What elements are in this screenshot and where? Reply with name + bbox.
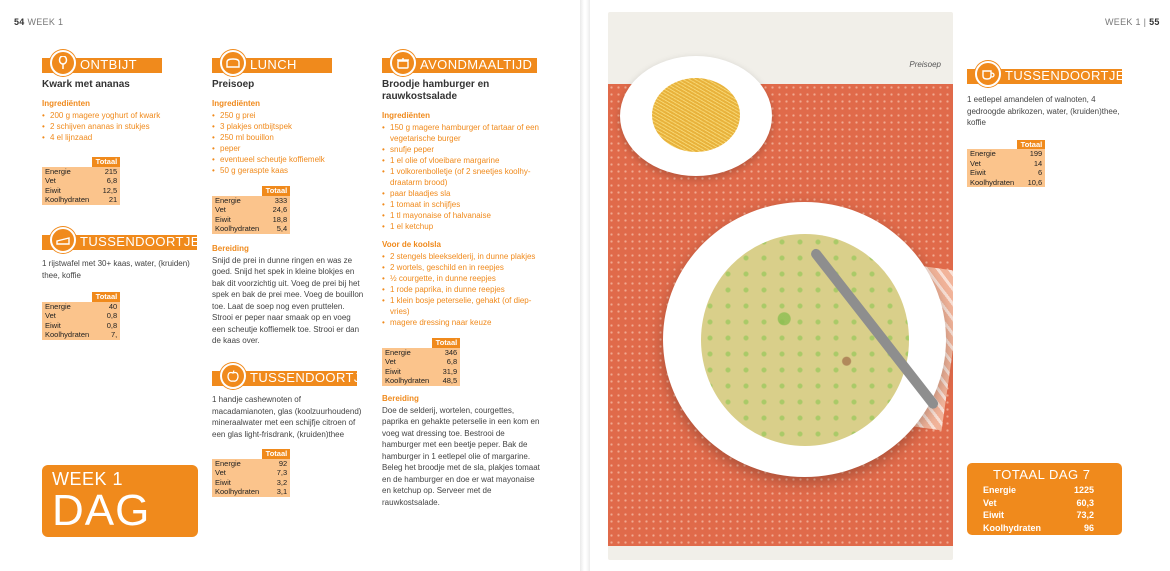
- nutrition-row: Koolhydraten 7,: [45, 330, 118, 340]
- day-block-dag: DAG: [52, 486, 151, 535]
- ingredients-label: Ingrediënten: [382, 111, 431, 120]
- dinner-dish: Broodje hamburger en rauwkostsalade: [382, 79, 490, 102]
- nutrition-row: Eiwit 6: [970, 168, 1043, 178]
- nutrition-row: Vet 24,6: [215, 205, 288, 215]
- ingredient-item: • 2 stengels bleekselderij, in dunne plakjes: [382, 251, 540, 262]
- day-total-row: Energie 1225: [983, 485, 1094, 495]
- page-number: 55: [1149, 17, 1160, 27]
- nutrition-header: Totaal: [262, 186, 290, 196]
- cheese-icon: [50, 227, 76, 253]
- nutrition-header: Totaal: [92, 292, 120, 302]
- running-head: WEEK 1: [27, 17, 64, 27]
- pot-icon: [390, 50, 416, 76]
- page-number: 54: [14, 17, 25, 27]
- nutrition-header: Totaal: [432, 338, 460, 348]
- ingredient-item: • 150 g magere hamburger of tartaar of een vegetarische burger: [382, 122, 540, 144]
- nutrition-row: Koolhydraten 21: [45, 195, 118, 205]
- snack1-nutrition-table: [42, 292, 120, 340]
- day-block: [42, 465, 198, 571]
- lunch-preparation: Snijd de prei in dunne ringen en was ze goed. Snijd het spek in kleine blokjes en bak dit voorzichtig uit. Voeg de prei bij het spek en bak de prei mee. Voeg de bouillon toe. Laat de soep nog even pruttelen. Strooi er peper naar smaak op en voeg een scheutje koffiemelk toe. Strooi er dan de kaas over.: [212, 255, 364, 346]
- nutrition-row: Eiwit 0,8: [45, 320, 118, 330]
- snack1-header: [42, 232, 202, 250]
- day-total-row: Vet 60,3: [983, 497, 1094, 508]
- book-spine: [580, 0, 590, 571]
- ingredient-item: • 3 plakjes ontbijtspek: [212, 121, 372, 132]
- day-total-table: [983, 484, 1112, 534]
- apple-icon: [220, 363, 246, 389]
- lunch-header: [212, 55, 372, 73]
- snack3-header: [967, 66, 1132, 84]
- preparation-label: Bereiding: [212, 243, 249, 253]
- nutrition-row: Vet 7,3: [215, 468, 288, 478]
- nutrition-row: Koolhydraten 48,5: [385, 376, 458, 386]
- breakfast-header: [42, 55, 202, 73]
- ingredient-item: • 4 el lijnzaad: [42, 132, 202, 143]
- ingredient-item: • 1 klein bosje peterselie, gehakt (of diepvries): [382, 295, 540, 317]
- running-head: WEEK 1: [1105, 17, 1141, 27]
- nutrition-row: Koolhydraten 10,6: [970, 177, 1043, 187]
- snack3-nutrition-table: [967, 140, 1045, 188]
- snack2-nutrition-table: [212, 449, 290, 497]
- soup-bowl: [663, 202, 946, 477]
- spoon-icon: [50, 50, 76, 76]
- lunch-nutrition-table: [212, 186, 290, 234]
- nutrition-row: Eiwit 12,5: [45, 185, 118, 195]
- nutrition-header: Totaal: [1017, 140, 1045, 150]
- breakfast-section: [42, 55, 202, 205]
- day-total-title: TOTAAL DAG 7: [993, 467, 1091, 482]
- day-total-box: [967, 463, 1122, 535]
- left-folio: [14, 17, 63, 27]
- dinner-header: [382, 55, 547, 73]
- nutrition-row: Vet 0,8: [45, 311, 118, 321]
- bread-icon: [220, 50, 246, 76]
- ingredient-item: • eventueel scheutje koffiemelk: [212, 154, 372, 165]
- nutrition-row: Energie 92: [215, 458, 288, 468]
- ingredient-item: • 2 schijven ananas in stukjes: [42, 121, 202, 132]
- day-block-week: WEEK 1: [52, 469, 124, 489]
- ingredient-item: • 50 g geraspte kaas: [212, 165, 372, 176]
- ingredient-item: • ½ courgette, in dunne reepjes: [382, 273, 540, 284]
- soup-photo: [608, 12, 953, 560]
- nutrition-row: Eiwit 3,2: [215, 477, 288, 487]
- nutrition-row: Eiwit 18,8: [215, 214, 288, 224]
- ingredient-item: • snufje peper: [382, 144, 540, 155]
- snack3-section: [967, 66, 1132, 187]
- right-folio: WEEK 1 | 55: [1105, 17, 1160, 27]
- dinner-preparation: Doe de selderij, wortelen, courgettes, paprika en gehakte peterselie in een kom en voeg wat dressing toe. Bestrooi de hamburger met een beetje peper. Bak de hamburger in 1 eetlepel olie of margarine. Beleg het broodje met de sla, plakjes tomaat en de hamburger en doe er wat mayonaise en ketchup op. Serveer met de rauwkostsalade.: [382, 405, 540, 507]
- snack3-title: TUSSENDOORTJE: [1005, 68, 1125, 83]
- koolsla-label: Voor de koolsla: [382, 240, 441, 249]
- nutrition-row: Energie 333: [215, 195, 288, 205]
- ingredient-item: • 1 el ketchup: [382, 221, 540, 232]
- snack1-section: [42, 232, 202, 340]
- dinner-ingredients: [382, 122, 540, 232]
- snack2-title: TUSSENDOORTJE: [250, 370, 370, 385]
- ingredients-label: Ingrediënten: [212, 99, 261, 108]
- breakfast-dish: Kwark met ananas: [42, 79, 130, 90]
- ingredient-item: • paar blaadjes sla: [382, 188, 540, 199]
- day-total-row: Eiwit 73,2: [983, 510, 1094, 520]
- dinner-title: AVONDMAALTIJD: [420, 57, 533, 72]
- nutrition-row: Energie 215: [45, 166, 118, 176]
- lunch-section: [212, 55, 372, 347]
- nutrition-row: Vet 14: [970, 158, 1043, 168]
- snack2-header: [212, 368, 372, 386]
- lunch-ingredients: [212, 110, 372, 176]
- nutrition-row: Vet 6,8: [385, 357, 458, 367]
- breakfast-ingredients: [42, 110, 202, 143]
- nutrition-row: Vet 6,8: [45, 176, 118, 186]
- lunch-title: LUNCH: [250, 57, 297, 72]
- ingredient-item: • 250 ml bouillon: [212, 132, 372, 143]
- photo-caption: Preisoep: [909, 60, 941, 69]
- snack2-section: [212, 368, 372, 497]
- ingredient-item: • 250 g prei: [212, 110, 372, 121]
- ingredient-item: • 200 g magere yoghurt of kwark: [42, 110, 202, 121]
- nutrition-header: Totaal: [262, 449, 290, 459]
- cup-icon: [975, 61, 1001, 87]
- ingredient-item: • peper: [212, 143, 372, 154]
- snack1-text: 1 rijstwafel met 30+ kaas, water, (kruiden) thee, koffie: [42, 259, 190, 280]
- left-page: [0, 0, 580, 571]
- dinner-koolsla: [382, 251, 540, 328]
- snack1-title: TUSSENDOORTJE: [80, 234, 200, 249]
- ingredient-item: • magere dressing naar keuze: [382, 317, 540, 328]
- dinner-nutrition-table: [382, 338, 460, 386]
- nutrition-header: Totaal: [92, 157, 120, 167]
- cheese-bowl: [620, 56, 772, 176]
- snack3-text: 1 eetlepel amandelen of walnoten, 4 gedroogde abrikozen, water, (kruiden)thee, koffie: [967, 95, 1120, 127]
- ingredients-label: Ingrediënten: [42, 99, 91, 108]
- day-total-row: Koolhydraten 96: [983, 522, 1094, 533]
- ingredient-item: • 1 tomaat in schijfjes: [382, 199, 540, 210]
- ingredient-item: • 1 el olie of vloeibare margarine: [382, 155, 540, 166]
- nutrition-row: Koolhydraten 3,1: [215, 487, 288, 497]
- breakfast-title: ONTBIJT: [80, 57, 137, 72]
- nutrition-row: Energie 40: [45, 301, 118, 311]
- nutrition-row: Energie 346: [385, 347, 458, 357]
- nutrition-row: Koolhydraten 5,4: [215, 224, 288, 234]
- day-block-number: 7: [52, 532, 78, 571]
- nutrition-row: Eiwit 31,9: [385, 366, 458, 376]
- ingredient-item: • 1 volkorenbolletje (of 2 sneetjes koolhydraatarm brood): [382, 166, 540, 188]
- ingredient-item: • 2 wortels, geschild en in reepjes: [382, 262, 540, 273]
- preparation-label: Bereiding: [382, 393, 419, 403]
- lunch-dish: Preisoep: [212, 79, 255, 90]
- ingredient-item: • 1 tl mayonaise of halvanaise: [382, 210, 540, 221]
- breakfast-nutrition-table: [42, 157, 120, 205]
- ingredient-item: • 1 rode paprika, in dunne reepjes: [382, 284, 540, 295]
- nutrition-row: Energie 199: [970, 149, 1043, 159]
- snack2-text: 1 handje cashewnoten of macadamianoten, glas (koolzuurhoudend) mineraalwater met een schijfje citroen of een glas light-frisdrank, (kruiden)thee: [212, 395, 362, 439]
- dinner-section: [382, 55, 547, 508]
